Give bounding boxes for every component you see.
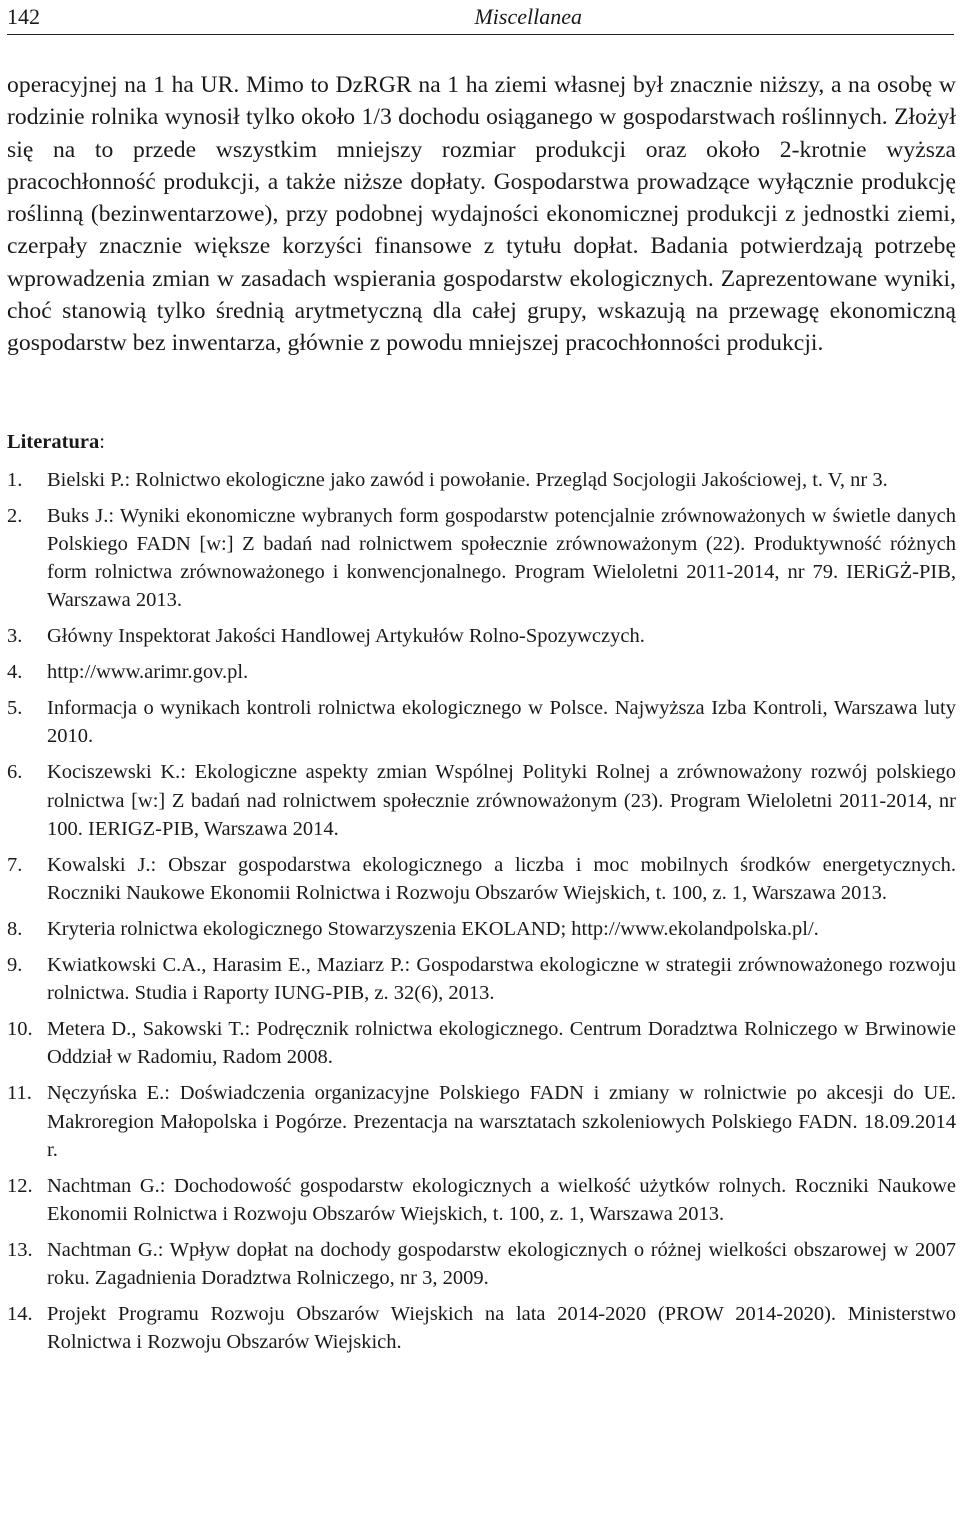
reference-link-text: http://www.arimr.gov.pl. <box>47 661 249 684</box>
reference-number: 6. <box>7 761 23 784</box>
reference-item <box>7 622 956 650</box>
body-paragraph: operacyjnej na 1 ha UR. Mimo to DzRGR na 1 ha ziemi własnej był znacznie niższy, a na osobę w rodzinie rolnika wynosił tylko około 1/3 dochodu osiąganego w gospodarstwach roślinnych. Złożył się na to przede wszystkim mniejszy rozmiar produkcji oraz około 2-krotnie wyższa pracochłonność produkcji, a także niższe dopłaty. Gospodarstwa prowadzące wyłącznie produkcję roślinną (bezinwentarzowe), przy podobnej wydajności ekonomicznej produkcji z jednostki ziemi, czerpały znacznie większe korzyści finansowe z tytułu dopłat. Badania potwierdzają potrzebę wprowadzenia zmian w zasadach wspierania gospodarstw ekologicznych. Zaprezentowane wyniki, choć stanowią tylko średnią arytmetyczną dla całej grupy, wskazują na przewagę ekonomiczną gospodarstw bez inwentarza, głównie z powodu mniejszej pracochłonności produkcji. <box>7 72 956 357</box>
reference-number: 14. <box>7 1303 33 1326</box>
reference-number: 2. <box>7 504 23 527</box>
reference-text: Nachtman G.: Dochodowość gospodarstw ekologicznych a wielkość użytków rolnych. Roczniki Naukowe Ekonomii Rolnictwa i Rozwoju Obszarów Wiejskich, t. 100, z. 1, Warszawa 2013. <box>47 1174 956 1226</box>
page-header <box>7 0 954 35</box>
reference-text: Bielski P.: Rolnictwo ekologiczne jako zawód i powołanie. Przegląd Socjologii Jakościowej, t. V, nr 3. <box>47 468 888 491</box>
running-title: Miscellanea <box>474 4 582 29</box>
reference-text: Informacja o wynikach kontroli rolnictwa ekologicznego w Polsce. Najwyższa Izba Kontroli, Warszawa luty 2010. <box>47 697 956 748</box>
literature-heading-colon: : <box>99 430 105 453</box>
reference-text: Główny Inspektorat Jakości Handlowej Artykułów Rolno-Spozywczych. <box>47 625 645 648</box>
reference-number: 4. <box>7 661 23 684</box>
reference-item <box>7 851 956 908</box>
reference-number: 12. <box>7 1174 33 1197</box>
reference-text: Kociszewski K.: Ekologiczne aspekty zmian Wspólnej Polityki Rolnej a zrównoważony rozwój polskiego rolnictwa [w:] Z badań nad rolnictwem społecznie zrównoważonym (23). Program Wieloletni 2011-2014, nr 100. IERIGZ-PIB, Warszawa 2014. <box>47 761 956 840</box>
reference-item <box>7 1079 956 1164</box>
reference-text: Projekt Programu Rozwoju Obszarów Wiejskich na lata 2014-2020 (PROW 2014-2020). Ministerstwo Rolnictwa i Rozwoju Obszarów Wiejskich. <box>47 1303 956 1354</box>
reference-item <box>7 694 956 751</box>
page-number: 142 <box>7 4 40 29</box>
reference-text: Metera D., Sakowski T.: Podręcznik rolnictwa ekologicznego. Centrum Doradztwa Rolniczego w Brwinowie Oddział w Radomiu, Radom 2008. <box>47 1018 956 1069</box>
reference-text: Nęczyńska E.: Doświadczenia organizacyjne Polskiego FADN i zmiany w rolnictwie po akcesji do UE. Makroregion Małopolska i Pogórze. Prezentacja na warsztatach szkoleniowych Polskiego FADN. 18.09.2014 r. <box>47 1082 956 1161</box>
reference-text: Kryteria rolnictwa ekologicznego Stowarzyszenia EKOLAND; http://www.ekolandpolska.pl/. <box>47 917 819 940</box>
reference-item <box>7 466 956 494</box>
reference-list <box>7 466 956 1357</box>
reference-item <box>7 951 956 1008</box>
literature-heading <box>7 428 956 456</box>
reference-text: Buks J.: Wyniki ekonomiczne wybranych form gospodarstw potencjalnie zrównoważonych w świetle danych Polskiego FADN [w:] Z badań nad rolnictwem społecznie zrównoważonym (22). Produktywność różnych form rolnictwa zrównoważonego i konwencjonalnego. Program Wieloletni 2011-2014, nr 79. IERiGŻ-PIB, Warszawa 2013. <box>47 504 956 612</box>
reference-text: Nachtman G.: Wpływ dopłat na dochody gospodarstw ekologicznych o różnej wielkości obszarowej w 2007 roku. Zagadnienia Doradztwa Rolniczego, nr 3, 2009. <box>47 1238 956 1290</box>
reference-item <box>7 1300 956 1357</box>
reference-number: 3. <box>7 625 23 648</box>
reference-number: 9. <box>7 953 23 976</box>
reference-item <box>7 1015 956 1072</box>
reference-number: 10. <box>7 1018 33 1041</box>
reference-item <box>7 1172 956 1229</box>
reference-item <box>7 1236 956 1293</box>
literature-heading-text: Literatura <box>7 430 100 453</box>
reference-item <box>7 758 956 843</box>
reference-text: Kowalski J.: Obszar gospodarstwa ekologicznego a liczba i moc mobilnych środków energetycznych. Roczniki Naukowe Ekonomii Rolnictwa i Rozwoju Obszarów Wiejskich, t. 100, z. 1, Warszawa 2013. <box>47 853 956 905</box>
reference-item <box>7 502 956 615</box>
reference-number: 7. <box>7 853 23 876</box>
reference-number: 8. <box>7 917 23 940</box>
reference-number: 11. <box>7 1082 32 1105</box>
reference-item <box>7 658 956 686</box>
reference-number: 13. <box>7 1238 33 1261</box>
reference-number: 1. <box>7 468 23 491</box>
reference-item <box>7 915 956 943</box>
reference-number: 5. <box>7 697 23 720</box>
reference-text: Kwiatkowski C.A., Harasim E., Maziarz P.: Gospodarstwa ekologiczne w strategii zrównoważonego rozwoju rolnictwa. Studia i Raporty IUNG-PIB, z. 32(6), 2013. <box>47 953 956 1005</box>
